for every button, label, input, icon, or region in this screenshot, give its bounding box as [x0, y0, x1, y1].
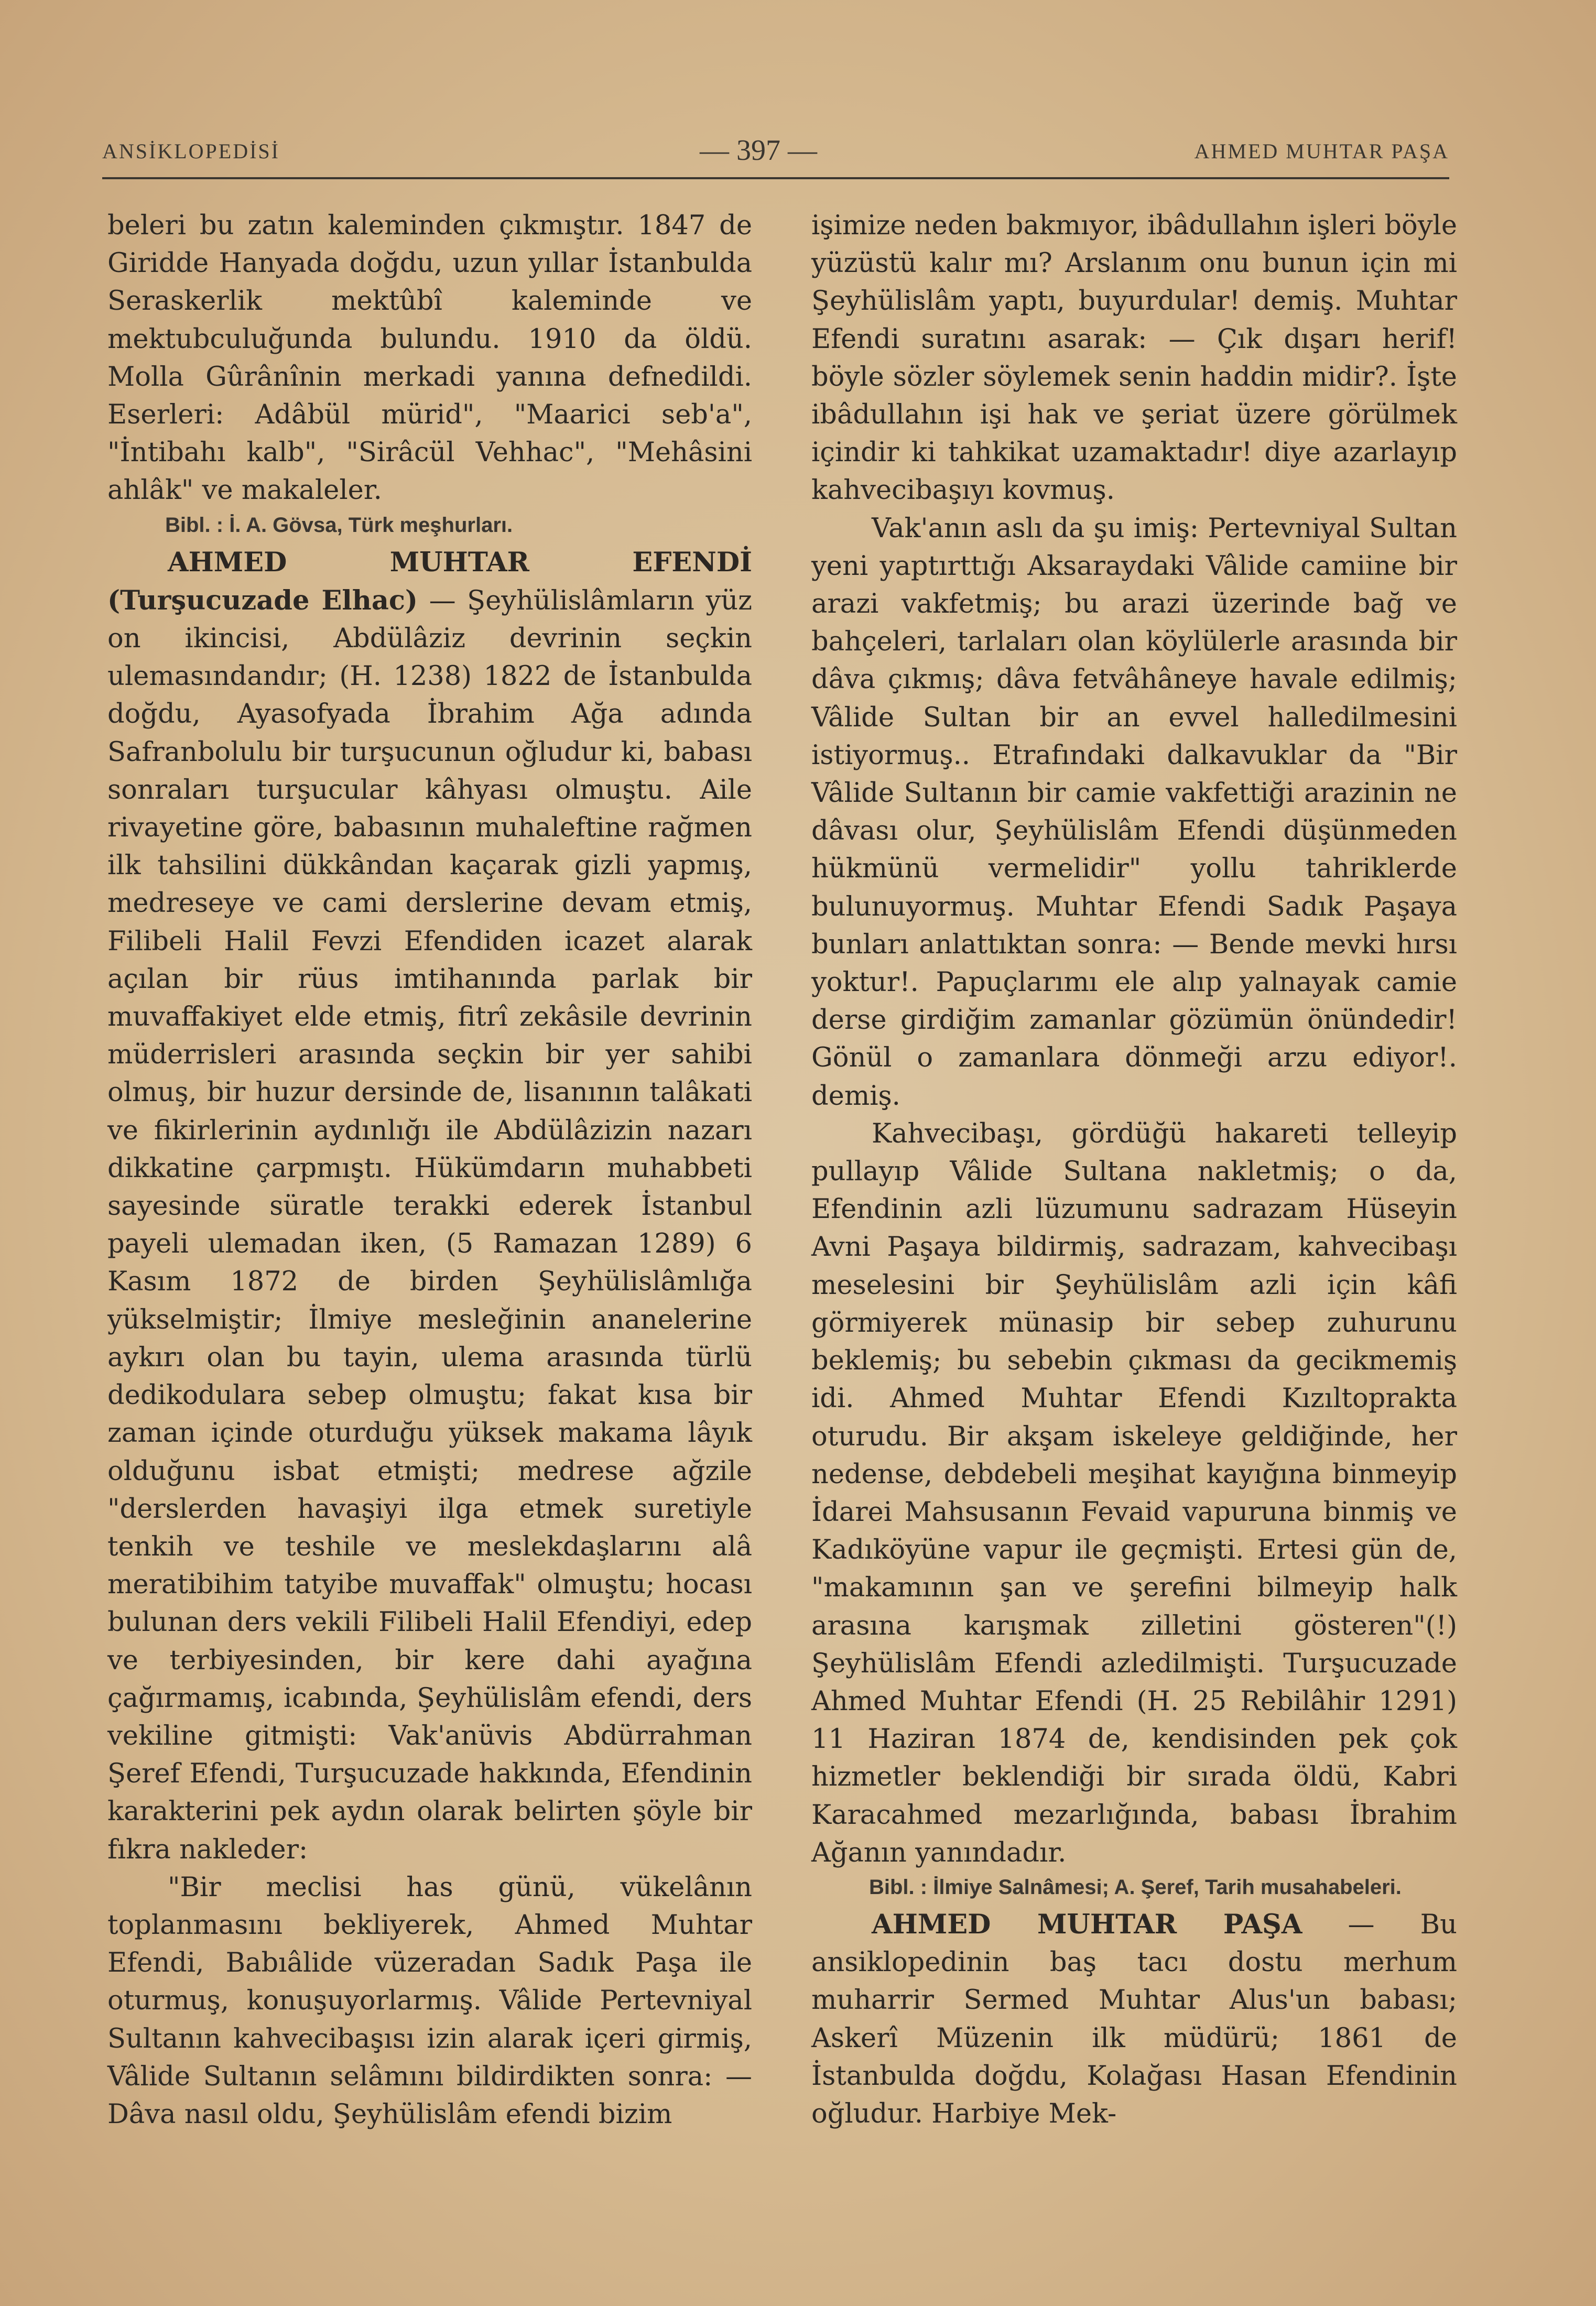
- bibliography: Bibl. : İlmiye Salnâmesi; A. Şeref, Tarih musahabeleri.: [869, 1875, 1402, 1899]
- entry: [811, 1906, 1457, 2133]
- entry-title: AHMED MUHTAR EFENDİ (Turşucuzade Elhac): [107, 546, 752, 616]
- entry-title: AHMED MUHTAR PAŞA: [872, 1908, 1302, 1940]
- entry-body: — Bu ansiklopedinin baş tacı dostu merhum muharrir Sermed Muhtar Alus'un babası; Askerî Müzenin ilk müdürü; 1861 de İstanbulda doğdu, Kolağası Hasan Efendinin oğludur. Harbiye Mek-: [811, 1909, 1457, 2129]
- entry: [107, 543, 752, 1869]
- paragraph: Kahvecibaşı, gördüğü hakareti telleyip pullayıp Vâlide Sultana nakletmiş; o da, Efendinin azli lüzumunu sadrazam Hüseyin Avni Paşaya bildirmiş, sadrazam, kahvecibaşı meselesini bir Şeyhülislâm azli için kâfi görmiyerek münasip bir sebep zuhurunu beklemiş; bu sebebin çıkması da gecikmemiş idi. Ahmed Muhtar Efendi Kızıltoprakta oturudu. Bir akşam iskeleye geldiğinde, her nedense, debdebeli meşihat kayığına binmeyip İdarei Mahsusanın Fevaid vapuruna binmiş ve Kadıköyüne vapur ile geçmişti. Ertesi gün de, "makamının şan ve şerefini bilmeyip halk arasına karışmak zilletini gösteren"(!) Şeyhülislâm Efendi azledilmişti. Turşucuzade Ahmed Muhtar Efendi (H. 25 Rebilâhir 1291) 11 Haziran 1874 de, kendisinden pek çok hizmetler beklendiği bir sırada öldü, Kabri Karacahmed mezarlığında, babası İbrahim Ağanın yanındadır.: [811, 1118, 1457, 1868]
- paragraph: Vak'anın aslı da şu imiş: Pertevniyal Sultan yeni yaptırttığı Aksaraydaki Vâlide camiine bir arazi vakfetmiş; bu arazi üzerinde bağ ve bahçeleri, tarlaları olan köylülerle arasında bir dâva çıkmış; dâva fetvâhâneye havale edilmiş; Vâlide Sultan bir an evvel halledilmesini istiyormuş.. Etrafındaki dalkavuklar da "Bir Vâlide Sultanın bir camie vakfettiği arazinin ne dâvası olur, Şeyhülislâm Efendi düşünmeden hükmünü vermelidir" yollu tahriklerde bulunuyormuş. Muhtar Efendi Sadık Paşaya bunları anlattıktan sonra: — Bende mevki hırsı yoktur!. Papuçlarımı ele alıp yalnayak camie derse girdiğim zamanlar gözümün önündedir! Gönül o zamanlara dönmeği arzu ediyor!. demiş.: [811, 513, 1457, 1112]
- paragraph: beleri bu zatın kaleminden çıkmıştır. 1847 de Giridde Hanyada doğdu, uzun yıllar İstanbulda Seraskerlik mektûbî kaleminde ve mektubculuğunda bulundu. 1910 da öldü. Molla Gûrânînin merkadi yanına defnedildi. Eserleri: Adâbül mürid", "Maarici seb'a", "İntibahı kalb", "Sirâcül Vehhac", "Mehâsini ahlâk" ve makaleler.: [107, 210, 752, 506]
- header-left: ANSİKLOPEDİSİ: [102, 139, 280, 163]
- header-rule: [102, 177, 1449, 179]
- running-head: [102, 134, 1449, 165]
- entry-body: — Şeyhülislâmların yüz on ikincisi, Abdülâziz devrinin seçkin ulemasındandır; (H. 1238) 1822 de İstanbulda doğdu, Ayasofyada İbrahim Ağa adında Safranbolulu bir turşucunun oğludur ki, babası sonraları turşucular kâhyası olmuştu. Aile rivayetine göre, babasının muhaleftine rağmen ilk tahsilini dükkândan kaçarak gizli yapmış, medreseye ve cami derslerine devam etmiş, Filibeli Halil Fevzi Efendiden icazet alarak açılan bir rüus imtihanında parlak bir muvaffakiyet elde etmiş, fitrî zekâsile devrinin müderrisleri arasında seçkin bir yer sahibi olmuş, bir huzur dersinde de, lisanının talâkati ve fikirlerinin aydınlığı ile Abdülâzizin nazarı dikkatine çarpmıştı. Hükümdarın muhabbeti sayesinde süratle terakki ederek İstanbul payeli ulemadan iken, (5 Ramazan 1289) 6 Kasım 1872 de birden Şeyhülislâmlığa yükselmiştir; İlmiye mesleğinin ananelerine aykırı olan bu tayin, ulema arasında türlü dedikodulara sebep olmuştu; fakat kısa bir zaman içinde oturduğu yüksek makama lâyık olduğunu isbat etmişti; medrese ağzile "derslerden havaşiyi ilga etmek suretiyle tenkih ve teshile ve meslekdaşlarını alâ meratibihim tatyibe muvaffak" olmuştu; hocası bulunan ders vekili Filibeli Halil Efendiyi, edep ve terbiyesinden, bir kere dahi ayağına çağırmamış, icabında, Şeyhülislâm efendi, ders vekiline gitmişti: Vak'anüvis Abdürrahman Şeref Efendi, Turşucuzade hakkında, Efendinin karakterini pek aydın olarak belirten şöyle bir fıkra nakleder:: [107, 585, 752, 1865]
- paragraph: "Bir meclisi has günü, vükelânın toplanmasını bekliyerek, Ahmed Muhtar Efendi, Babıâlide vüzeradan Sadık Paşa ile oturmuş, konuşuyorlarmış. Vâlide Pertevniyal Sultanın kahvecibaşısı izin alarak içeri girmiş, Vâlide Sultanın selâmını bildirdikten sonra: — Dâva nasıl oldu, Şeyhülislâm efendi bizim: [107, 1872, 752, 2130]
- page-number: — 397 —: [700, 134, 817, 167]
- paragraph: işimize neden bakmıyor, ibâdullahın işleri böyle yüzüstü kalır mı? Arslanım onu bunun için mi Şeyhülislâm yaptı, buyurdular! demiş. Muhtar Efendi suratını asarak: — Çık dışarı herif! böyle sözler söylemek senin haddin midir?. İşte ibâdullahın işi hak ve şeriat üzere görülmek içindir ki tahkikat uzamaktadır! diye azarlayıp kahvecibaşıyı kovmuş.: [811, 210, 1457, 506]
- right-column: [811, 207, 1457, 2133]
- left-column: [107, 207, 752, 2134]
- bibliography: Bibl. : İ. A. Gövsa, Türk meşhurları.: [165, 513, 513, 537]
- header-right: AHMED MUHTAR PAŞA: [1194, 139, 1449, 163]
